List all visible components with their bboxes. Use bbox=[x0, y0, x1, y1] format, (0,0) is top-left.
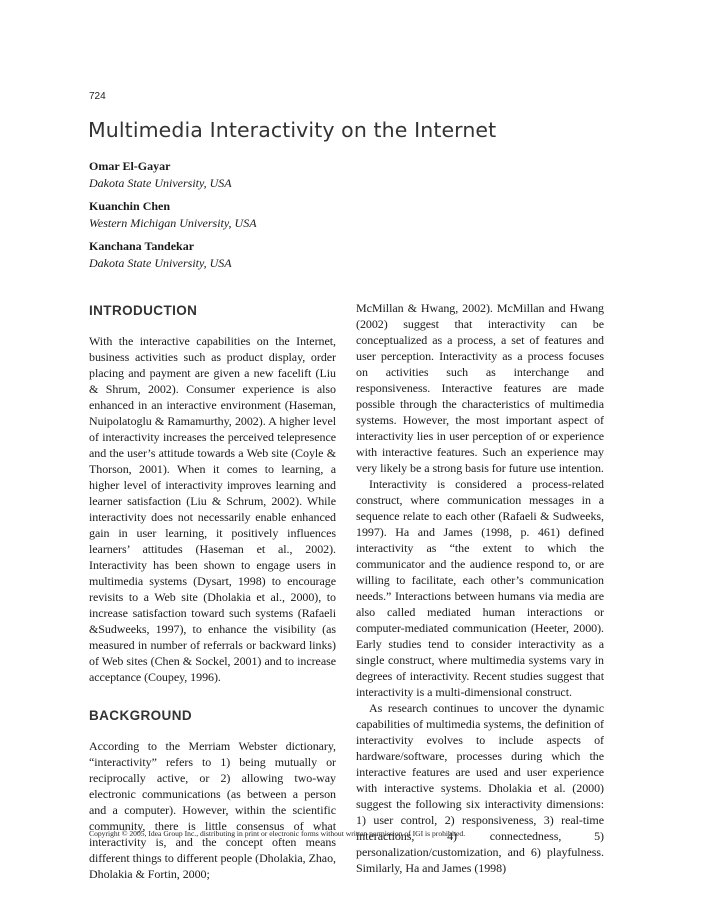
body-paragraph: As research continues to uncover the dynamic capabilities of multimedia systems, the definition of interactivity evolves to include aspects of hardware/software, processes during which the interactive features are used and user experience with interactive systems. Dholakia et al. (2000) suggest the following six interactivity dimensions: 1) user control, 2) responsiveness, 3) real-time interactions, 4) connectedness, 5) personalization/customization, and 6) playfulness. Similarly, Ha and James (1998) bbox=[356, 701, 604, 875]
body-paragraph: Interactivity is considered a process-related construct, where communication messages in a sequence relate to each other (Rafaeli & Sudweeks, 1997). Ha and James (1998, p. 461) defined interactivity as “the extent to which the communicator and the audience respond to, or are willing to facilitate, each other’s communication needs.” Interactions between humans via media are also called mediated human interactions or computer-mediated communication (Heeter, 2000). Early studies tend to consider interactivity as a single construct, where multimedia systems vary in degrees of interactivity. Recent studies suggest that interactivity is a multi-dimensional construct. bbox=[356, 477, 604, 699]
author-block bbox=[89, 238, 232, 272]
background-heading: BACKGROUND bbox=[89, 708, 192, 723]
right-column bbox=[356, 300, 604, 876]
author-block bbox=[89, 158, 232, 192]
background-paragraph: According to the Merriam Webster dictionary, “interactivity” refers to 1) being mutually or reciprocally active, or 2) allowing two-way electronic communications (as between a person and a computer). However, within the scientific community, there is little consensus of what interactivity is, and the concept often means different things to different people (Dholakia, Zhao, Dholakia & Fortin, 2000; bbox=[89, 739, 336, 881]
page-number: 724 bbox=[89, 91, 106, 102]
introduction-heading: INTRODUCTION bbox=[89, 303, 198, 318]
author-name: Omar El-Gayar bbox=[89, 159, 171, 173]
author-name: Kanchana Tandekar bbox=[89, 239, 195, 253]
author-affiliation: Dakota State University, USA bbox=[89, 256, 232, 270]
left-column bbox=[89, 303, 336, 882]
author-name: Kuanchin Chen bbox=[89, 199, 171, 213]
author-block bbox=[89, 198, 257, 232]
copyright-footer: Copyright © 2005, Idea Group Inc., distributing in print or electronic forms without written permission of IGI is prohibited. bbox=[89, 829, 466, 838]
author-affiliation: Western Michigan University, USA bbox=[89, 216, 257, 230]
introduction-paragraph: With the interactive capabilities on the Internet, business activities such as product display, order placing and payment are given a new facelift (Liu & Shrum, 2002). Consumer experience is also enhanced in an interactive environment (Haseman, Nuipolatoglu & Ramamurthy, 2002). A higher level of interactivity increases the perceived telepresence and the user’s attitude towards a Web site (Coyle & Thorson, 2001). When it comes to learning, a higher level of interactivity improves learning and learner satisfaction (Liu & Schrum, 2002). While interactivity does not necessarily enable enhanced gain in user learning, it positively influences learners’ attitudes (Haseman et al., 2002). Interactivity has been shown to engage users in multimedia systems (Dysart, 1998) to encourage revisits to a Web site (Dholakia et al., 2000), to increase satisfaction toward such systems (Rafaeli &Sudweeks, 1997), to enhance the visibility (as measured in number of referrals or backward links) of Web sites (Chen & Sockel, 2001) and to increase acceptance (Coupey, 1996). bbox=[89, 334, 336, 684]
paper-title: Multimedia Interactivity on the Internet bbox=[88, 118, 497, 142]
body-paragraph: McMillan & Hwang, 2002). McMillan and Hwang (2002) suggest that interactivity can be conceptualized as a process, a set of features and user perception. Interactivity as a process focuses on activities such as interchange and responsiveness. Interactive features are made possible through the characteristics of multimedia systems. However, the most important aspect of interactivity lies in user perception of or experience with interactive features. Such an experience may very likely be a strong basis for future use intention. bbox=[356, 301, 604, 475]
author-affiliation: Dakota State University, USA bbox=[89, 176, 232, 190]
